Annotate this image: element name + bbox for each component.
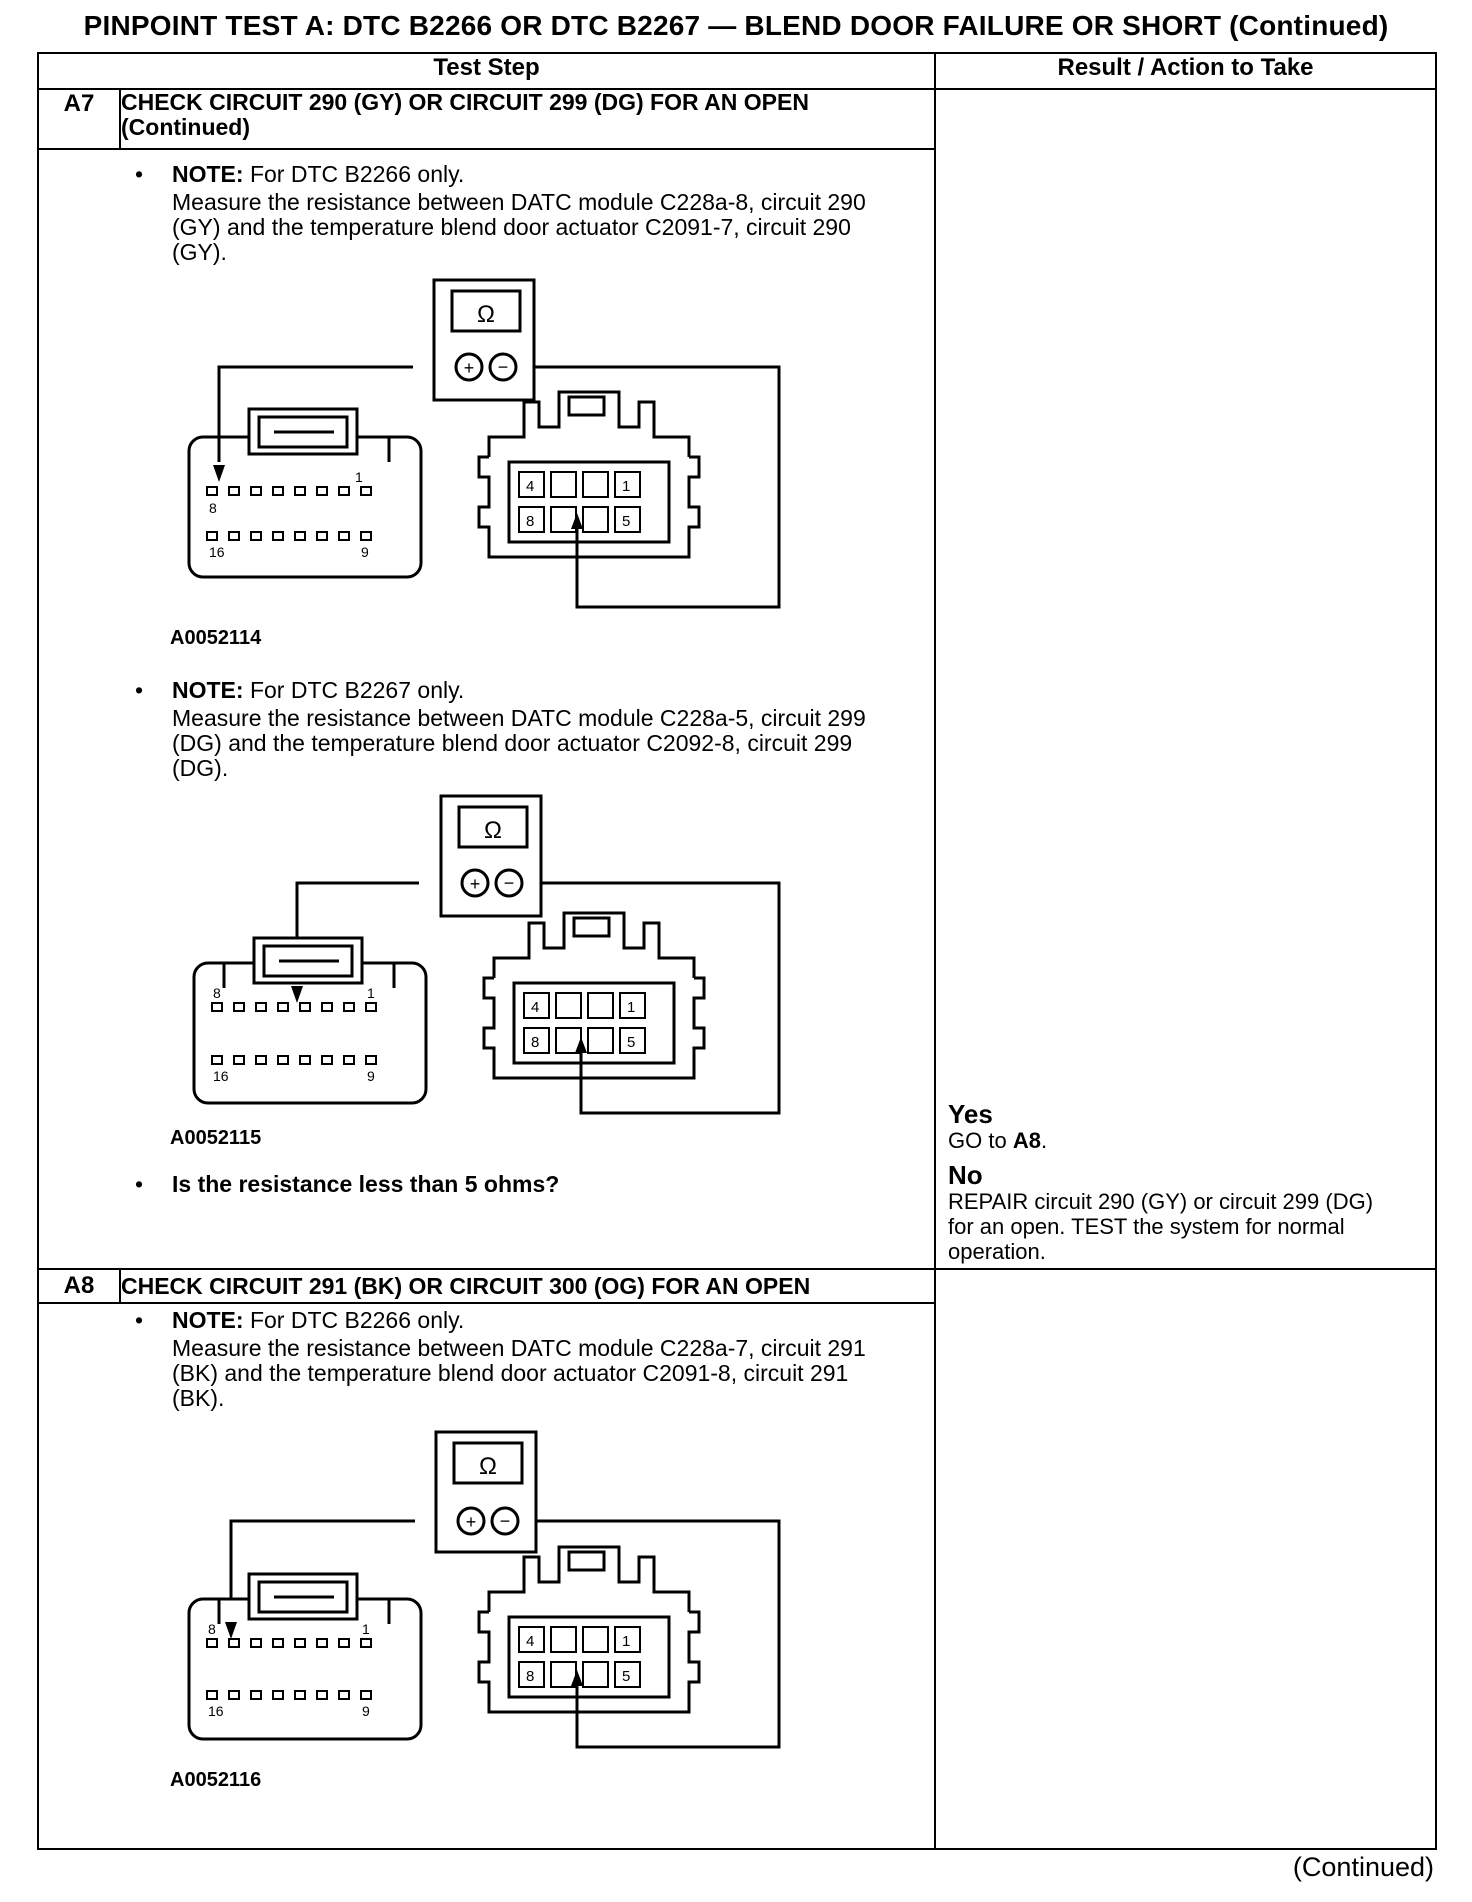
svg-text:5: 5	[622, 1668, 631, 1685]
step-a7-result	[935, 89, 1436, 1269]
yes-action-suffix: .	[1040, 1128, 1048, 1153]
note-text: For DTC B2267 only.	[249, 677, 465, 703]
diagram-a0052115	[179, 793, 799, 1123]
svg-text:+: +	[465, 1512, 477, 1532]
no-label: No	[948, 1160, 983, 1190]
note-label: NOTE:	[172, 1307, 244, 1333]
measure-instruction: Measure the resistance between DATC module C228a-7, circuit 291 (BK) and the temperature blend door actuator C2091-8, circuit 291 (BK).	[172, 1335, 866, 1411]
bullet-dot: •	[135, 1307, 144, 1333]
svg-text:8: 8	[531, 1034, 540, 1051]
note-label: NOTE:	[172, 677, 244, 703]
continued-label: (Continued)	[1292, 1852, 1434, 1882]
question-text: Is the resistance less than 5 ohms?	[172, 1171, 560, 1197]
svg-text:5: 5	[622, 513, 631, 530]
step-a8-title: CHECK CIRCUIT 291 (BK) OR CIRCUIT 300 (OG) FOR AN OPEN	[120, 1269, 935, 1303]
note-label: NOTE:	[172, 161, 244, 187]
svg-text:−: −	[499, 1511, 511, 1531]
svg-text:−: −	[503, 873, 515, 893]
svg-text:16: 16	[213, 1068, 229, 1084]
svg-text:1: 1	[622, 1633, 631, 1650]
svg-text:1: 1	[367, 985, 375, 1001]
measure-instruction: Measure the resistance between DATC module C228a-8, circuit 290 (GY) and the temperature blend door actuator C2091-7, circuit 290 (GY).	[172, 189, 866, 265]
yes-label: Yes	[948, 1099, 993, 1129]
svg-text:1: 1	[622, 478, 631, 495]
figure-id: A0052115	[170, 1127, 262, 1149]
plus-sign: +	[463, 358, 475, 378]
svg-text:4: 4	[526, 478, 535, 495]
meter-symbol: Ω	[477, 301, 495, 328]
note-text: For DTC B2266 only.	[249, 1307, 465, 1333]
figure-id: A0052116	[170, 1769, 262, 1791]
bullet-dot: •	[135, 1171, 144, 1197]
step-a7-title: CHECK CIRCUIT 290 (GY) OR CIRCUIT 299 (DG) FOR AN OPEN (Continued)	[120, 89, 935, 149]
step-a7-body	[38, 149, 935, 1269]
svg-text:9: 9	[362, 1703, 370, 1719]
figure-id: A0052114	[170, 627, 262, 649]
svg-text:1: 1	[627, 999, 636, 1016]
no-action: REPAIR circuit 290 (GY) or circuit 299 (DG) for an open. TEST the system for normal operation.	[948, 1189, 1374, 1264]
svg-text:9: 9	[367, 1068, 375, 1084]
pinpoint-test-table	[37, 52, 1437, 1850]
bullet-dot: •	[135, 161, 144, 187]
svg-text:4: 4	[526, 1633, 535, 1650]
step-a7-bullet-2	[39, 678, 934, 781]
step-a7-id: A7	[38, 89, 120, 149]
svg-text:Ω: Ω	[479, 1453, 497, 1480]
yes-action	[948, 1128, 1388, 1153]
svg-text:16: 16	[208, 1703, 224, 1719]
minus-sign: −	[497, 357, 509, 377]
result-header: Result / Action to Take	[935, 53, 1436, 89]
svg-text:8: 8	[208, 1621, 216, 1637]
svg-text:8: 8	[213, 985, 221, 1001]
step-a7-question	[39, 1172, 934, 1197]
yes-action-target: A8	[1012, 1128, 1041, 1153]
step-a7-result-block	[948, 1100, 1388, 1264]
svg-text:9: 9	[361, 544, 369, 560]
measure-instruction: Measure the resistance between DATC module C228a-5, circuit 299 (DG) and the temperature blend door actuator C2092-8, circuit 299 (DG).	[172, 705, 866, 781]
page-title: PINPOINT TEST A: DTC B2266 OR DTC B2267 — BLEND DOOR FAILURE OR SHORT (Continued)	[83, 10, 1389, 41]
actuator-connector	[489, 392, 689, 457]
step-a8-id: A8	[38, 1269, 120, 1303]
diagram-a0052116	[179, 1429, 799, 1759]
step-a8-bullet-1	[39, 1308, 934, 1411]
diagram-a0052114	[179, 277, 799, 617]
svg-text:Ω: Ω	[484, 817, 502, 844]
svg-text:1: 1	[362, 1621, 370, 1637]
yes-action-prefix: GO to	[948, 1128, 1007, 1153]
step-a8-body	[38, 1303, 935, 1849]
svg-text:8: 8	[526, 1668, 535, 1685]
svg-text:5: 5	[627, 1034, 636, 1051]
svg-text:16: 16	[209, 544, 225, 560]
svg-text:+: +	[469, 874, 481, 894]
svg-text:8: 8	[526, 513, 535, 530]
step-a7-bullet-1	[39, 162, 934, 265]
svg-text:1: 1	[355, 469, 363, 485]
note-text: For DTC B2266 only.	[249, 161, 465, 187]
step-a8-result	[935, 1269, 1436, 1849]
test-step-header: Test Step	[38, 53, 935, 89]
svg-text:4: 4	[531, 999, 540, 1016]
bullet-dot: •	[135, 677, 144, 703]
svg-text:8: 8	[209, 500, 217, 516]
